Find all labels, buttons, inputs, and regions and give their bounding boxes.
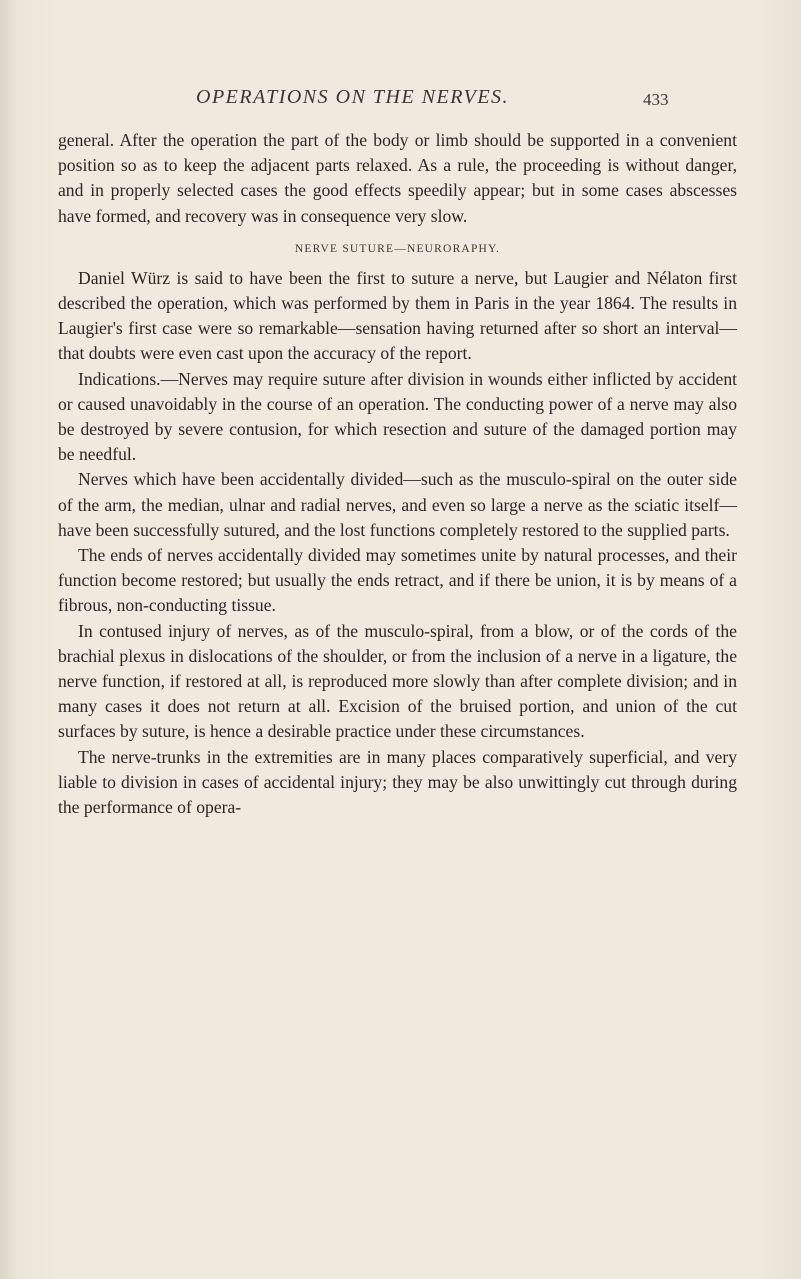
paragraph: The ends of nerves accidentally divided may sometimes unite by natural processes, and their function become restored; but usually the ends retract, and if there be union, it is by means of a fibrous, non-conducting tissue.: [58, 545, 737, 616]
running-title: OPERATIONS ON THE NERVES.: [196, 86, 510, 108]
paragraph: In contused injury of nerves, as of the musculo-spiral, from a blow, or of the cords of the brachial plexus in dislocations of the shoulder, or from the inclusion of a nerve in a ligature, the nerve function, if restored at all, is reproduced more slowly than after complete division; and in many cases it does not return at all. Excision of the bruised portion, and union of the cut surfaces by suture, is hence a desirable practice under these circumstances.: [58, 620, 737, 742]
paragraph: Nerves which have been accidentally divided—such as the musculo-spiral on the outer side of the arm, the median, ulnar and radial nerves, and even so large a nerve as the sciatic itself—have been successfully sutured, and the lost functions completely restored to the supplied parts.: [58, 469, 737, 540]
paragraph-continued: general. After the operation the part of the body or limb should be supported in a convenient position so as to keep the adjacent parts relaxed. As a rule, the proceeding is without danger, and in properly selected cases the good effects speedily appear; but in some cases abscesses have formed, and recovery was in consequence very slow.: [58, 130, 737, 226]
paragraph: Indications.—Nerves may require suture after division in wounds either inflicted by accident or caused unavoidably in the course of an operation. The conducting power of a nerve may also be destroyed by severe contusion, for which resection and suture of the damaged portion may be needful.: [58, 368, 737, 465]
page-header: [0, 86, 801, 116]
page-body: [58, 128, 737, 820]
paragraph: Daniel Würz is said to have been the first to suture a nerve, but Laugier and Nélaton first described the operation, which was performed by them in Paris in the year 1864. The results in Laugier's first case were so remarkable—sensation having returned after so short an interval—that doubts were even cast upon the accuracy of the report.: [58, 267, 737, 364]
section-heading: NERVE SUTURE—NEURORAPHY.: [294, 242, 501, 255]
paragraph: The nerve-trunks in the extremities are in many places comparatively superficial, and very liable to division in cases of accidental injury; they may be also unwittingly cut through during the performance of opera-: [58, 746, 737, 818]
page-number: 433: [643, 90, 669, 109]
